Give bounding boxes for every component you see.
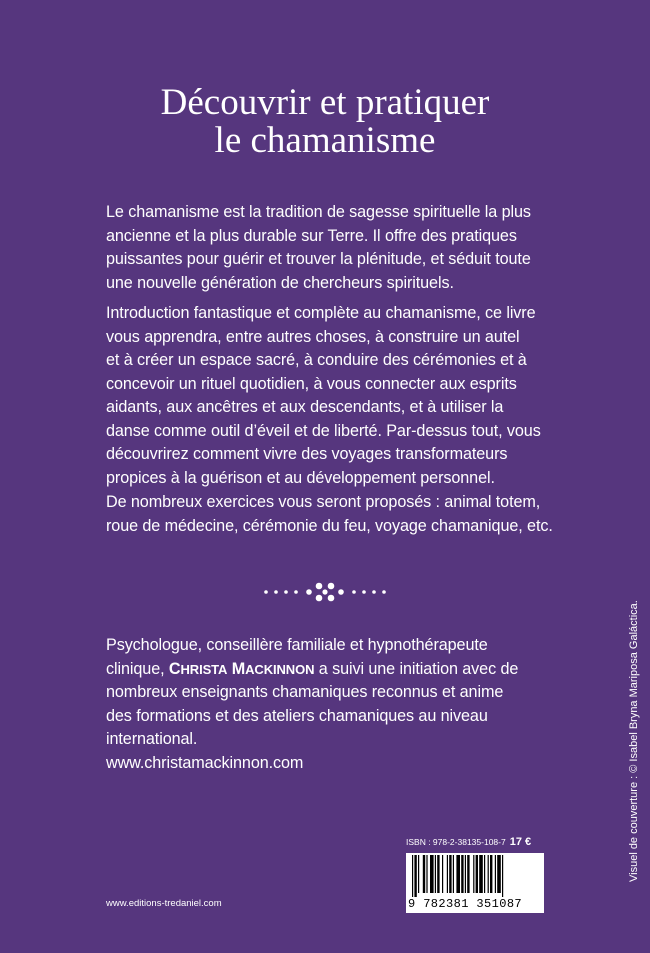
text-line: Le chamanisme est la tradition de sagesse spirituelle la plus [106,203,531,221]
text-line: danse comme outil d’éveil et de liberté. Par-dessus tout, vous [106,421,541,440]
text-line: une nouvelle génération de chercheurs spirituels. [106,273,454,292]
barcode-icon [412,855,538,897]
text-line: concevoir un rituel quotidien, à vous connecter aux esprits [106,374,517,393]
text-line: Introduction fantastique et complète au chamanisme, ce livre [106,304,536,322]
text-line: découvrirez comment vivre des voyages transformateurs [106,445,508,463]
text-line: vous apprendra, entre autres choses, à construire un autel [106,327,520,346]
text-line: et à créer un espace sacré, à conduire des cérémonies et à [106,351,527,369]
text-line: nombreux enseignants chamaniques reconnus et anime [106,683,504,701]
dot-ornament-icon [260,580,390,604]
author-name: CHRISTA MACKINNON [168,659,315,678]
title-line: Découvrir et pratiquer [160,82,490,123]
description-paragraph-3 [106,491,553,538]
cover-credit: Visuel de couverture : © Isabel Bryna Mariposa Galáctica. [628,600,640,882]
text-line: aidants, aux ancêtres et aux descendants, et à utiliser la [106,398,504,416]
description-paragraph-1 [106,201,546,295]
publisher-website: www.editions-tredaniel.com [106,898,222,909]
text-line: clinique, CHRISTA MACKINNON a suivi une initiation avec de [106,659,519,678]
isbn-line [406,836,544,848]
isbn-number: ISBN : 978-2-38135-108-7 [406,837,506,847]
book-title [0,84,650,160]
price: 17 € [509,836,532,848]
barcode-number: 9 782381 351087 [408,897,523,911]
text-line: Psychologue, conseillère familiale et hypnothérapeute [106,636,488,654]
text-line: des formations et des ateliers chamaniques au niveau [106,706,488,725]
description-paragraph-2 [106,302,546,490]
text-line: propices à la guérison et au développement personnel. [106,468,495,487]
text-line: De nombreux exercices vous seront proposés : animal totem, [106,493,541,511]
text-line: international. [106,730,198,748]
title-line: le chamanisme [214,120,436,161]
text-line: ancienne et la plus durable sur Terre. Il offre des pratiques [106,226,517,245]
text-line: puissantes pour guérir et trouver la plénitude, et séduit toute [106,250,531,268]
author-bio [106,634,546,775]
author-website: www.christamackinnon.com [106,753,304,772]
text-line: roue de médecine, cérémonie du feu, voyage chamanique, etc. [106,516,553,535]
barcode [406,853,544,913]
